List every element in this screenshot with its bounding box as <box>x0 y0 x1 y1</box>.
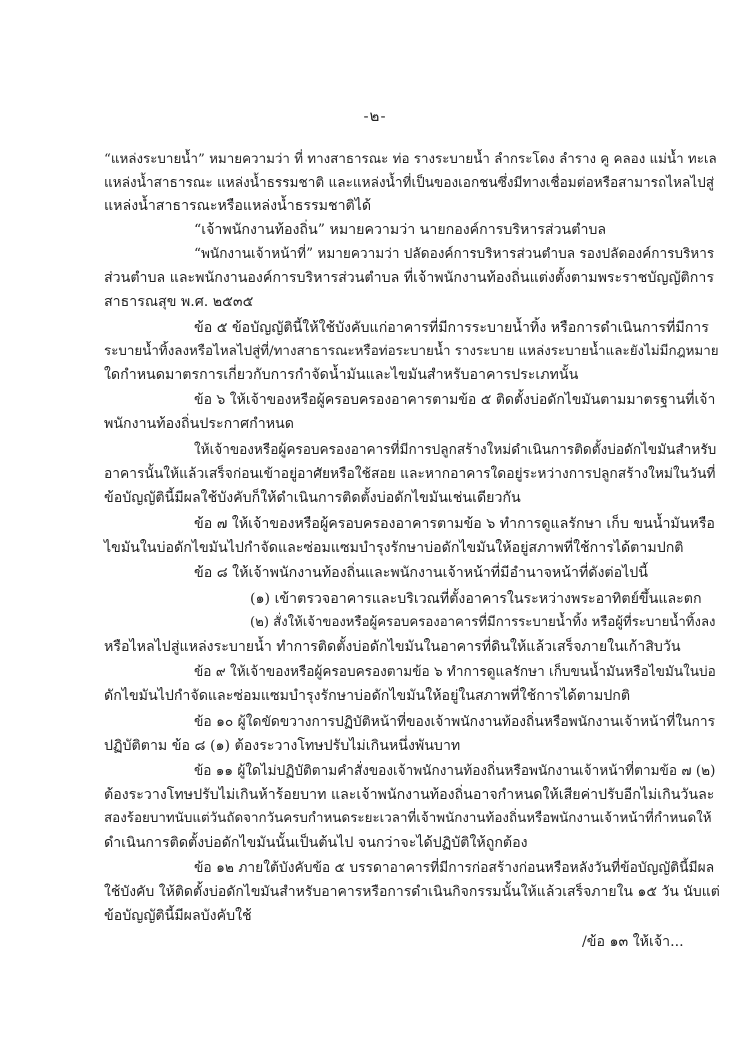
clause-8-item-2: (๒) สั่งให้เจ้าของหรือผู้ครอบครองอาคารที่มีการระบายน้ำทิ้ง หรือผู้ที่ระบายน้ำทิ้งลง <box>250 615 716 630</box>
clause-5-cont-2: ใดกำหนดมาตรการเกี่ยวกับการกำจัดน้ำมันและไขมันสำหรับอาคารประเภทนั้น <box>104 367 579 383</box>
clause-12: ข้อ ๑๒ ภายใต้บังคับข้อ ๕ บรรดาอาคารที่มีการก่อสร้างก่อนหรือหลังวันที่ข้อบัญญัตินี้มีผล <box>194 860 715 876</box>
clause-9-cont: ดักไขมันไปกำจัดและซ่อมแซมบำรุงรักษาบ่อดักไขมันให้อยู่ในสภาพที่ใช้การได้ตามปกติ <box>104 688 631 704</box>
page-number: -๒- <box>363 107 387 125</box>
clause-9: ข้อ ๙ ให้เจ้าของหรือผู้ครอบครองตามข้อ ๖ ทำการดูแลรักษา เก็บขนน้ำมันหรือไขมันในบ่อ <box>194 664 716 680</box>
clause-8-item-1: (๑) เข้าตรวจอาคารและบริเวณที่ตั้งอาคารในระหว่างพระอาทิตย์ขึ้นและตก <box>250 591 702 607</box>
clause-7: ข้อ ๗ ให้เจ้าของหรือผู้ครอบครองอาคารตามข้อ ๖ ทำการดูแลรักษา เก็บ ขนน้ำมันหรือ <box>194 516 715 532</box>
clause-11-cont-3: ดำเนินการติดตั้งบ่อดักไขมันนั้นเป็นต้นไป จนกว่าจะได้ปฏิบัติให้ถูกต้อง <box>104 835 528 851</box>
definition-drainage-source-cont-1: แหล่งน้ำสาธารณะ แหล่งน้ำธรรมชาติ และแหล่งน้ำที่เป็นของเอกชนซึ่งมีทางเชื่อมต่อหรือสามารถไหลไปสู่ <box>104 175 715 191</box>
definition-officer: “พนักงานเจ้าหน้าที่” หมายความว่า ปลัดองค์การบริหารส่วนตำบล รองปลัดองค์การบริหาร <box>194 246 715 262</box>
definition-officer-cont-2: สาธารณสุข พ.ศ. ๒๕๓๕ <box>104 294 254 310</box>
clause-6-para-2-cont-1: อาคารนั้นให้แล้วเสร็จก่อนเข้าอยู่อาศัยหรือใช้สอย และหากอาคารใดอยู่ระหว่างการปลูกสร้างใหม่ในวันที่ <box>104 466 716 482</box>
clause-12-cont-1: ใช้บังคับ ให้ติดตั้งบ่อดักไขมันสำหรับอาคารหรือการดำเนินกิจกรรมนั้นให้แล้วเสร็จภายใน ๑๕ วัน นับแต่ <box>104 884 720 900</box>
clause-6-para-2: ให้เจ้าของหรือผู้ครอบครองอาคารที่มีการปลูกสร้างใหม่ดำเนินการติดตั้งบ่อดักไขมันสำหรับ <box>194 442 717 458</box>
definition-drainage-source-cont-2: แหล่งน้ำสาธารณะหรือแหล่งน้ำธรรมชาติได้ <box>104 198 372 214</box>
definition-local-official: “เจ้าพนักงานท้องถิ่น” หมายความว่า นายกองค์การบริหารส่วนตำบล <box>194 222 607 238</box>
definition-drainage-source: “แหล่งระบายน้ำ” หมายความว่า ที่ ทางสาธารณะ ท่อ รางระบายน้ำ ลำกระโดง ลำราง คู คลอง แม่น้ำ ทะเล <box>104 152 717 167</box>
definition-officer-cont-1: ส่วนตำบล และพนักงานองค์การบริหารส่วนตำบล ที่เจ้าพนักงานท้องถิ่นแต่งตั้งตามพระราชบัญญัติการ <box>104 270 714 286</box>
clause-10: ข้อ ๑๐ ผู้ใดขัดขวางการปฏิบัติหน้าที่ของเจ้าพนักงานท้องถิ่นหรือพนักงานเจ้าหน้าที่ในการ <box>194 714 716 730</box>
clause-5-cont-1: ระบายน้ำทิ้งลงหรือไหลไปสู่ที่/ทางสาธารณะหรือท่อระบายน้ำ รางระบาย แหล่งระบายน้ำและยังไม่มีกฎหมาย <box>104 344 719 359</box>
clause-7-cont: ไขมันในบ่อดักไขมันไปกำจัดและซ่อมแซมบำรุงรักษาบ่อดักไขมันให้อยู่สภาพที่ใช้การได้ตามปกติ <box>104 540 684 556</box>
clause-6: ข้อ ๖ ให้เจ้าของหรือผู้ครอบครองอาคารตามข้อ ๕ ติดตั้งบ่อดักไขมันตามมาตรฐานที่เจ้า <box>194 392 716 408</box>
clause-8: ข้อ ๘ ให้เจ้าพนักงานท้องถิ่นและพนักงานเจ้าหน้าที่มีอำนาจหน้าที่ดังต่อไปนี้ <box>194 565 649 581</box>
clause-12-cont-2: ข้อบัญญัตินี้มีผลบังคับใช้ <box>104 908 252 924</box>
clause-11-cont-1: ต้องระวางโทษปรับไม่เกินห้าร้อยบาท และเจ้าพนักงานท้องถิ่นอาจกำหนดให้เสียค่าปรับอีกไม่เกินวันละ <box>104 787 715 803</box>
clause-8-item-2-cont: หรือไหลไปสู่แหล่งระบายน้ำ ทำการติดตั้งบ่อดักไขมันในอาคารที่ดินให้แล้วเสร็จภายในเก้าสิบวัน <box>104 639 681 655</box>
clause-11: ข้อ ๑๑ ผู้ใดไม่ปฏิบัติตามคำสั่งของเจ้าพนักงานท้องถิ่นหรือพนักงานเจ้าหน้าที่ตามข้อ ๗ (๒) <box>194 763 716 779</box>
clause-5: ข้อ ๕ ข้อบัญญัตินี้ให้ใช้บังคับแก่อาคารที่มีการระบายน้ำทิ้ง หรือการดำเนินการที่มีการ <box>194 320 709 336</box>
continuation-note: /ข้อ ๑๓ ให้เจ้า... <box>582 934 684 950</box>
clause-6-cont: พนักงานท้องถิ่นประกาศกำหนด <box>104 416 294 432</box>
clause-10-cont: ปฏิบัติตาม ข้อ ๘ (๑) ต้องระวางโทษปรับไม่เกินหนึ่งพันบาท <box>104 738 461 754</box>
clause-6-para-2-cont-2: ข้อบัญญัตินี้มีผลใช้บังคับก็ให้ดำเนินการติดตั้งบ่อดักไขมันเช่นเดียวกัน <box>104 490 521 506</box>
clause-11-cont-2: สองร้อยบาทนับแต่วันถัดจากวันครบกำหนดระยะเวลาที่เจ้าพนักงานท้องถิ่นหรือพนักงานเจ้าหน้าที่กำหนดให้ <box>104 811 712 826</box>
